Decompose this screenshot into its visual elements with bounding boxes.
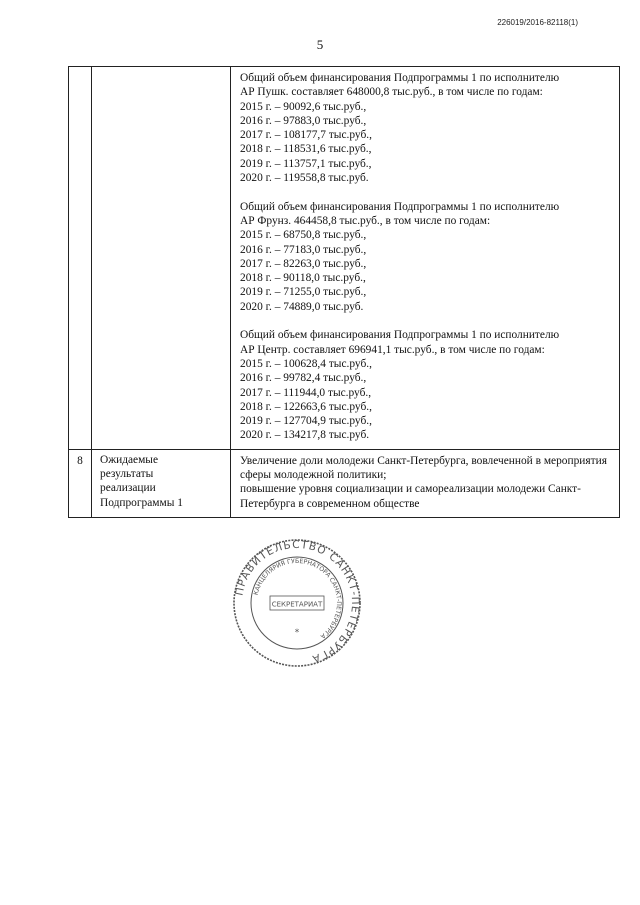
funding-block-pushkin <box>240 71 613 185</box>
block-line: 2017 г. – 108177,7 тыс.руб., <box>240 129 372 142</box>
result-item: повышение уровня социализации и самореализации молодежи Санкт-Петербурга в современном обществе <box>240 483 581 510</box>
block-line: 2018 г. – 90118,0 тыс.руб., <box>240 272 366 285</box>
block-line: АР Фрунз. 464458,8 тыс.руб., в том числе по годам: <box>240 214 491 227</box>
block-line: АР Пушк. составляет 648000,8 тыс.руб., в том числе по годам: <box>240 86 543 99</box>
block-line: 2015 г. – 90092,6 тыс.руб., <box>240 100 367 113</box>
funding-block-frunze <box>240 200 613 314</box>
block-line: 2020 г. – 74889,0 тыс.руб. <box>240 300 364 313</box>
government-seal-stamp <box>232 538 362 668</box>
passport-table <box>68 66 620 518</box>
block-line: Общий объем финансирования Подпрограммы 1 по исполнителю <box>240 329 560 342</box>
block-line: 2019 г. – 71255,0 тыс.руб., <box>240 286 367 299</box>
block-line: 2015 г. – 100628,4 тыс.руб., <box>240 357 372 370</box>
block-line: Общий объем финансирования Подпрограммы 1 по исполнителю <box>240 200 560 213</box>
name-line: результаты <box>100 468 154 481</box>
block-line: 2020 г. – 134217,8 тыс.руб. <box>240 429 370 442</box>
block-line: Общий объем финансирования Подпрограммы 1 по исполнителю <box>240 72 560 84</box>
funding-block-central <box>240 328 613 442</box>
page-number: 5 <box>316 37 324 52</box>
result-item: Увеличение доли молодежи Санкт-Петербурга, вовлеченной в мероприятия сферы молодежной политики; <box>240 454 607 482</box>
seal-center-text: СЕКРЕТАРИАТ <box>271 600 323 609</box>
block-line: 2018 г. – 122663,6 тыс.руб., <box>240 400 372 413</box>
block-line: АР Центр. составляет 696941,1 тыс.руб., в том числе по годам: <box>240 343 545 356</box>
name-line: Подпрограммы 1 <box>100 496 183 509</box>
seal-star-icon: * <box>294 628 300 638</box>
block-line: 2020 г. – 119558,8 тыс.руб. <box>240 172 369 185</box>
block-line: 2019 г. – 127704,9 тыс.руб., <box>240 415 372 428</box>
document-id: 226019/2016-82118(1) <box>497 18 578 27</box>
seal-outer-text: ПРАВИТЕЛЬСТВО САНКТ-ПЕТЕРБУРГА <box>233 538 362 665</box>
row-name-cell <box>92 449 231 517</box>
row-name-cell <box>92 67 231 450</box>
results-content-cell <box>231 449 620 517</box>
block-line: 2016 г. – 97883,0 тыс.руб., <box>240 114 367 127</box>
row-number-cell <box>69 67 92 450</box>
block-line: 2018 г. – 118531,6 тыс.руб., <box>240 143 372 156</box>
block-line: 2019 г. – 113757,1 тыс.руб., <box>240 157 372 170</box>
block-line: 2016 г. – 77183,0 тыс.руб., <box>240 243 367 256</box>
name-line: реализации <box>100 482 156 495</box>
table-row-expected-results <box>69 449 620 517</box>
block-line: 2017 г. – 82263,0 тыс.руб., <box>240 257 367 270</box>
block-line: 2017 г. – 111944,0 тыс.руб., <box>240 386 372 399</box>
table-row-funding <box>69 67 620 450</box>
name-line: Ожидаемые <box>100 453 159 466</box>
block-line: 2016 г. – 99782,4 тыс.руб., <box>240 372 367 385</box>
row-number-cell: 8 <box>69 449 92 517</box>
seal-inner-text: КАНЦЕЛЯРИЯ ГУБЕРНАТОРА САНКТ-ПЕТЕРБУРГА <box>252 557 343 640</box>
funding-content-cell <box>231 67 620 450</box>
block-line: 2015 г. – 68750,8 тыс.руб., <box>240 229 367 242</box>
